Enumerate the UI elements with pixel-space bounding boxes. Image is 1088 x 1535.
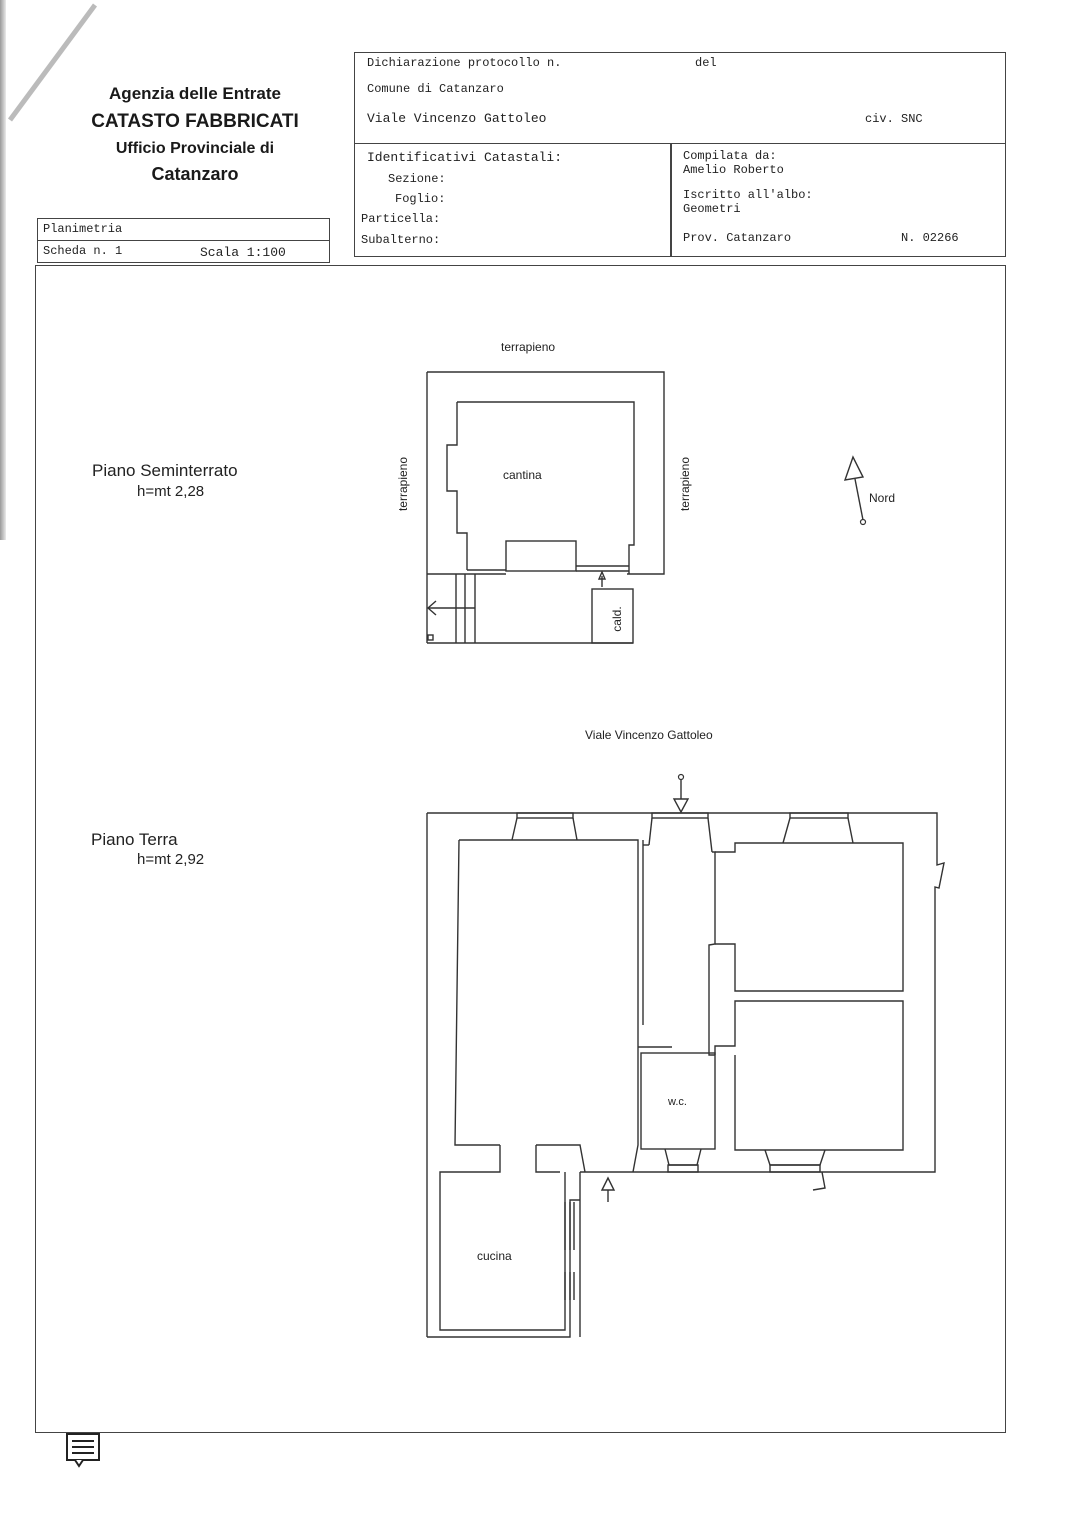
comune-label: Comune di Catanzaro bbox=[367, 82, 504, 96]
scale: Scala 1:100 bbox=[200, 245, 286, 260]
compilatore-box bbox=[670, 143, 1006, 257]
terrapieno-right-label: terrapieno bbox=[678, 456, 692, 512]
civico-label: civ. SNC bbox=[865, 112, 923, 126]
floor-title-seminterrato: Piano Seminterrato bbox=[92, 461, 238, 480]
sheet-type: Planimetria bbox=[43, 222, 123, 236]
identificativi-box bbox=[354, 143, 672, 257]
north-label: Nord bbox=[869, 491, 896, 505]
north-arrow-icon bbox=[840, 450, 880, 530]
ground-floor-plan bbox=[420, 770, 960, 1350]
ufficio-city: Catanzaro bbox=[151, 164, 239, 184]
scheda-number: Scheda n. 1 bbox=[43, 244, 123, 258]
basement-floor-plan bbox=[420, 365, 670, 650]
room-label-cantina: cantina bbox=[503, 468, 542, 482]
protocollo-label: Dichiarazione protocollo n. bbox=[367, 56, 562, 70]
catasto-title: CATASTO FABBRICATI bbox=[91, 111, 299, 132]
terrapieno-top-label: terrapieno bbox=[501, 340, 556, 354]
room-label-cucina: cucina bbox=[477, 1249, 512, 1263]
sezione-label: Sezione: bbox=[388, 172, 446, 186]
registration-number: N. 02266 bbox=[901, 231, 959, 245]
identificativi-title: Identificativi Catastali: bbox=[367, 150, 563, 165]
address-label: Viale Vincenzo Gattoleo bbox=[367, 111, 547, 126]
ufficio-label: Ufficio Provinciale di bbox=[115, 140, 275, 157]
albo-label: Iscritto all'albo: bbox=[683, 188, 813, 202]
del-label: del bbox=[695, 56, 717, 70]
comment-icon[interactable] bbox=[65, 1432, 101, 1468]
agency-header bbox=[60, 0, 330, 200]
agency-name: Agenzia delle Entrate bbox=[109, 84, 281, 103]
floor-height-seminterrato: h=mt 2,28 bbox=[137, 483, 205, 500]
terrapieno-left-label: terrapieno bbox=[396, 456, 410, 512]
sheet-divider bbox=[38, 240, 329, 241]
subalterno-label: Subalterno: bbox=[361, 233, 441, 247]
compilata-value: Amelio Roberto bbox=[683, 163, 784, 177]
particella-label: Particella: bbox=[361, 212, 441, 226]
floor-title-terra: Piano Terra bbox=[91, 830, 178, 849]
compilata-label: Compilata da: bbox=[683, 149, 777, 163]
sheet-info-box bbox=[37, 218, 330, 263]
room-label-wc: w.c. bbox=[668, 1096, 687, 1108]
declaration-box bbox=[354, 52, 1006, 144]
street-label: Viale Vincenzo Gattoleo bbox=[585, 728, 713, 742]
foglio-label: Foglio: bbox=[395, 192, 446, 206]
provincia-label: Prov. Catanzaro bbox=[683, 231, 792, 245]
floor-height-terra: h=mt 2,92 bbox=[137, 851, 205, 868]
albo-value: Geometri bbox=[683, 202, 741, 216]
room-label-caldaia: cald. bbox=[610, 606, 624, 632]
